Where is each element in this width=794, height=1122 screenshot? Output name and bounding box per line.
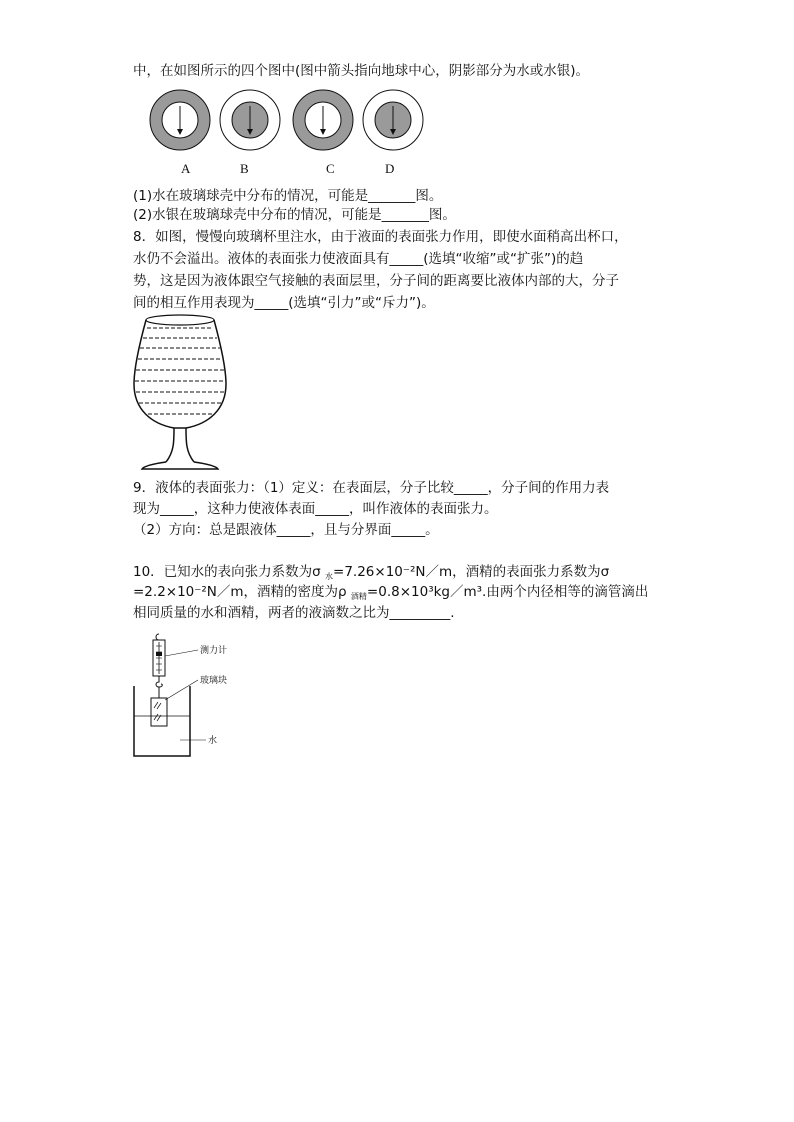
q10-sub-alcohol-density: 酒精 [350, 592, 367, 601]
q10-text-b2: =0.8×10³kg／m³.由两个内径相等的滴管滴出 [366, 584, 649, 600]
label-a: A [181, 161, 191, 176]
q9-line2: 现为_____，这种力使液体表面_____，叫作液体的表面张力。 [133, 501, 498, 517]
label-water: 水 [208, 735, 218, 745]
intro-text: 中，在如图所示的四个图中(图中箭头指向地球中心，阴影部分为水或水银)。 [133, 63, 590, 79]
q9-line1: 9．液体的表面张力：（1）定义：在表面层，分子比较_____，分子间的作用力表 [133, 480, 610, 496]
q8-line1: 8．如图，慢慢向玻璃杯里注水，由于液面的表面张力作用，即使水面稍高出杯口， [133, 229, 628, 245]
q8-line2: 水仍不会溢出。液体的表面张力使液面具有_____(选填“收缩”或“扩张”)的趋 [133, 251, 584, 267]
sphere-b [220, 90, 280, 150]
sphere-c [293, 90, 353, 150]
apparatus-figure [128, 632, 248, 762]
q10-line3: 相同质量的水和酒精，两者的液滴数之比为_________. [133, 605, 455, 621]
q8-line4: 间的相互作用表现为_____(选填“引力”或“斥力”)。 [133, 295, 435, 311]
label-c: C [326, 161, 335, 176]
label-b: B [240, 161, 249, 176]
q7-part1: (1)水在玻璃球壳中分布的情况，可能是_______图。 [133, 188, 443, 204]
label-d: D [385, 161, 395, 176]
label-force-meter: 测力计 [200, 645, 228, 655]
q10-text-b1: =2.2×10⁻²N／m，酒精的密度为ρ [133, 584, 351, 600]
q8-line3: 势，这是因为液体跟空气接触的表面层里，分子间的距离要比液体内部的大，分子 [133, 273, 619, 289]
q9-line3: （2）方向：总是跟液体_____，且与分界面_____。 [133, 522, 439, 538]
q10-sub-water: 水 [325, 572, 334, 581]
q10-line2 [133, 583, 648, 606]
wine-glass-figure [130, 312, 230, 474]
q7-part2: (2)水银在玻璃球壳中分布的情况，可能是_______图。 [133, 207, 456, 223]
label-glass-block: 玻璃块 [200, 675, 228, 685]
sphere-d [363, 90, 423, 150]
q10-text-a1: 10．已知水的表向张力系数为σ [133, 564, 326, 580]
sphere-a [150, 90, 210, 150]
q10-text-a2: =7.26×10⁻²N／m，酒精的表面张力系数为σ [333, 564, 610, 580]
